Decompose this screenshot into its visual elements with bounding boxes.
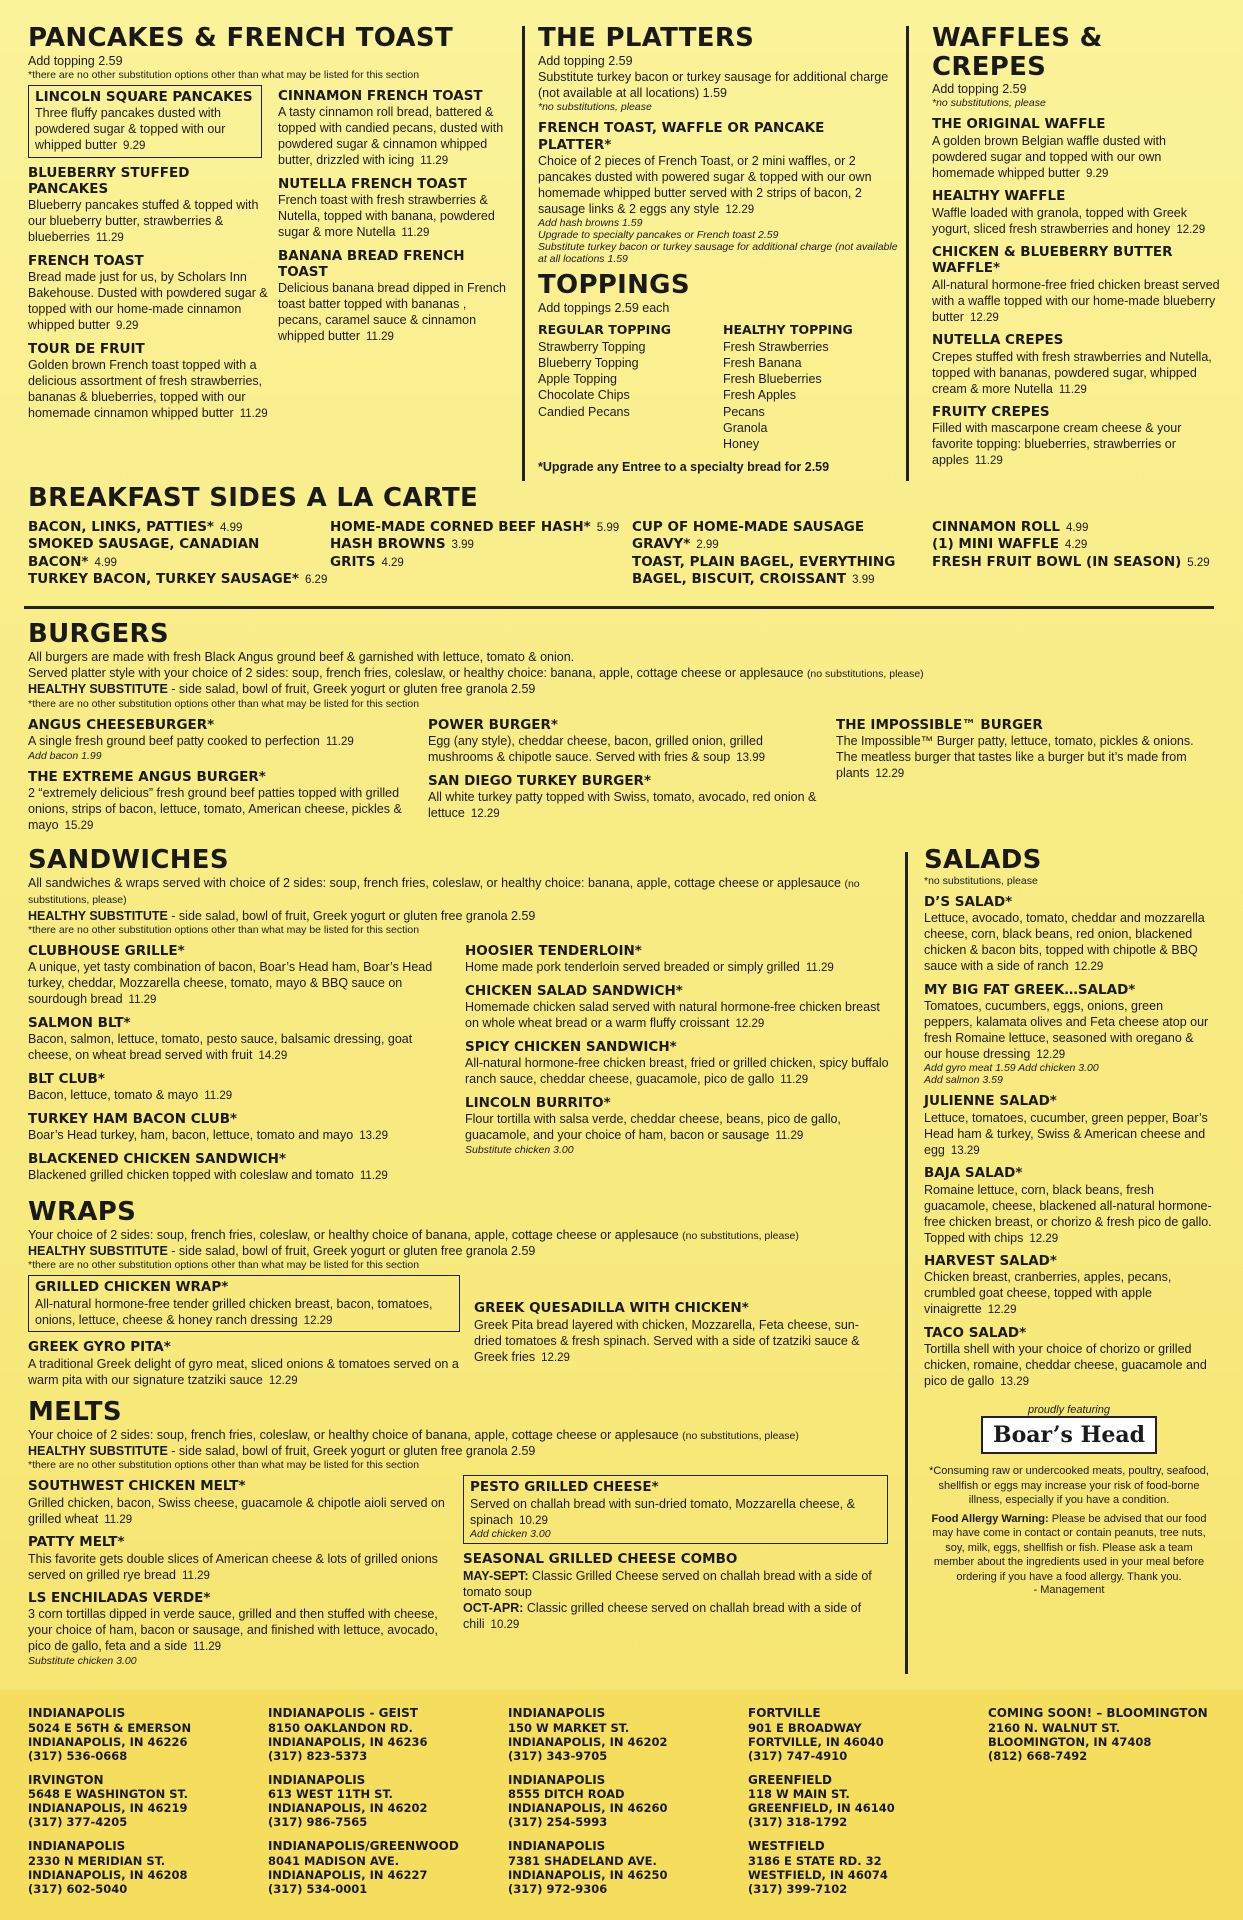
item-addon: Substitute turkey bacon or turkey sausage for additional charge (not available at all locations 1.59 <box>538 241 898 266</box>
item-price: 12.29 <box>969 311 999 324</box>
sides-col <box>28 519 330 589</box>
item-name: GREEK QUESADILLA WITH CHICKEN* <box>474 1300 749 1317</box>
side-item[interactable]: BACON, LINKS, PATTIES* 4.99 <box>28 518 243 535</box>
sides-col <box>632 519 932 589</box>
menu-item[interactable] <box>28 85 262 158</box>
regular-toppings <box>538 322 723 452</box>
healthy-label: HEALTHY SUBSTITUTE <box>28 682 168 697</box>
add-topping: Add topping 2.59 <box>538 53 633 68</box>
item-desc: Waffle loaded with granola, topped with Greek yogurt, sliced fresh strawberries and honey <box>932 205 1188 236</box>
side-item[interactable]: TURKEY BACON, TURKEY SAUSAGE* 6.29 <box>28 571 328 588</box>
side-item[interactable]: CUP OF HOME-MADE SAUSAGE GRAVY* 2.99 <box>632 518 865 553</box>
nosub-note: *no substitutions, please <box>932 97 1046 110</box>
locations-footer <box>0 1690 1243 1920</box>
location-col <box>28 1706 268 1906</box>
menu-item[interactable]: LS ENCHILADAS VERDE* 3 corn tortillas dipped in verde sauce, grilled and then stuffed with cheese, your choice of ham, bacon or sausage, and finished with lettuce, avocado, pico de gallo, feta and a side 11.29 Substitute chicken 3.00 <box>28 1590 453 1667</box>
side-item[interactable]: SMOKED SAUSAGE, CANADIAN BACON* 4.99 <box>28 536 260 570</box>
sides-section <box>28 484 1223 589</box>
menu-item[interactable] <box>278 248 508 345</box>
topping-item: Candied Pecans <box>538 404 630 419</box>
healthy-desc: - side salad, bowl of fruit, Greek yogurt or gluten free granola 2.59 <box>167 682 536 697</box>
item-name: CLUBHOUSE GRILLE* <box>28 943 185 960</box>
item-desc: Golden brown French toast topped with a delicious assortment of fresh strawberries, bananas & blueberries, topped with our homemade cinnamon whipped butter <box>28 357 263 420</box>
healthy-label: HEALTHY SUBSTITUTE <box>28 908 168 923</box>
item-name: SEASONAL GRILLED CHEESE COMBO <box>463 1551 738 1568</box>
location[interactable]: GREENFIELD 118 W MAIN ST. GREENFIELD, IN 46140 (317) 318-1792 <box>748 1772 895 1830</box>
menu-item[interactable]: HARVEST SALAD* Chicken breast, cranberries, apples, pecans, crumbled goat cheese, topped with apple vinaigrette 12.29 <box>924 1253 1214 1318</box>
item-name: CHICKEN & BLUEBERRY BUTTER WAFFLE* <box>932 244 1173 277</box>
item-name: GRILLED CHICKEN WRAP* <box>35 1279 229 1296</box>
item-name: TURKEY HAM BACON CLUB* <box>28 1110 238 1127</box>
item-name: JULIENNE SALAD* <box>924 1093 1057 1110</box>
item-name: TACO SALAD* <box>924 1325 1027 1342</box>
sub-note: *there are no other substitution options other than what may be listed for this section <box>28 924 420 937</box>
wraps-col <box>474 1271 884 1388</box>
item-price: 12.29 <box>1176 223 1206 236</box>
item-name: SOUTHWEST CHICKEN MELT* <box>28 1478 246 1495</box>
topping-heading: HEALTHY TOPPING <box>723 322 853 338</box>
burgers-col <box>428 710 828 834</box>
add-topping: Add topping 2.59 <box>28 53 123 68</box>
item-name: NUTELLA CREPES <box>932 332 1064 349</box>
sandwiches-col <box>465 936 895 1184</box>
side-item[interactable]: HOME-MADE CORNED BEEF HASH* 5.99 <box>330 518 620 535</box>
menu-item[interactable]: GRILLED CHICKEN WRAP* All-natural hormone-free tender grilled chicken breast, bacon, tomatoes, onions, lettuce, cheese & honey ranch dressing 12.29 <box>28 1275 460 1332</box>
sub-note: *there are no other substitution options other than what may be listed for this section <box>28 697 420 710</box>
item-name: SAN DIEGO TURKEY BURGER* <box>428 772 652 789</box>
sandwiches-section <box>28 846 898 1184</box>
item-name: LS ENCHILADAS VERDE* <box>28 1590 211 1607</box>
menu-item[interactable]: SAN DIEGO TURKEY BURGER* All white turkey patty topped with Swiss, tomato, avocado, red onion & lettuce 12.29 <box>428 773 828 822</box>
item-name: SPICY CHICKEN SANDWICH* <box>465 1038 677 1055</box>
item-name: MY BIG FAT GREEK…SALAD* <box>924 981 1136 998</box>
menu-item[interactable]: THE IMPOSSIBLE™ BURGER The Impossible™ Burger patty, lettuce, tomato, pickles & onions. The meatless burger that tastes like a burger but it’s made from plants 12.29 <box>836 717 1216 782</box>
nosub-note: *no substitutions, please <box>924 874 1038 887</box>
location-col <box>748 1706 988 1906</box>
item-price: 12.29 <box>725 203 755 216</box>
sides-col <box>330 519 632 589</box>
sub-note: Substitute turkey bacon or turkey sausage for additional charge (not available at all locations) 1.59 <box>538 69 889 101</box>
sub-note: *there are no other substitution options other than what may be listed for this section <box>28 1259 420 1272</box>
section-title: SALADS <box>924 845 1042 875</box>
healthy-desc: - side salad, bowl of fruit, Greek yogurt or gluten free granola 2.59 <box>167 1444 536 1459</box>
item-name: THE EXTREME ANGUS BURGER* <box>28 768 266 785</box>
menu-item[interactable]: BLACKENED CHICKEN SANDWICH* Blackened grilled chicken topped with coleslaw and tomato 11.29 <box>28 1151 453 1184</box>
healthy-toppings <box>723 322 893 452</box>
add-toppings: Add toppings 2.59 each <box>538 301 670 316</box>
menu-item[interactable]: TACO SALAD* Tortilla shell with your choice of chorizo or grilled chicken, romaine, cheddar cheese, guacamole and pico de gallo 13.29 <box>924 1325 1214 1390</box>
item-addon: Add gyro meat 1.59 Add chicken 3.00 <box>924 1062 1099 1075</box>
allergy-warning: Food Allergy Warning: Please be advised that our food may have come in contact or contain peanuts, tree nuts, soy, milk, eggs, shellfish or fish. Please ask a team member about the ingredients used in your meal before ordering if you have a food allergy. Thank you. <box>931 1512 1207 1583</box>
item-name: FRUITY CREPES <box>932 404 1050 421</box>
menu-item[interactable]: CHICKEN SALAD SANDWICH* Homemade chicken salad served with natural hormone-free chicken breast on whole wheat bread or a warm fluffy croissant 12.29 <box>465 983 895 1032</box>
item-desc: A tasty cinnamon roll bread, battered & topped with candied pecans, dusted with powdered sugar & cinnamon whipped butter, drizzled with icing <box>278 105 504 168</box>
section-desc: All burgers are made with fresh Black Angus ground beef & garnished with lettuce, tomato & onion. <box>28 649 575 664</box>
item-name: TOUR DE FRUIT <box>28 340 145 357</box>
item-price: 11.29 <box>239 407 268 420</box>
location-col <box>988 1706 1218 1906</box>
topping-heading: REGULAR TOPPING <box>538 322 672 338</box>
item-addon: Add hash browns 1.59 <box>538 217 643 230</box>
menu-item[interactable] <box>932 116 1222 181</box>
topping-item: Strawberry Topping <box>538 339 646 354</box>
item-price: 11.29 <box>401 226 430 239</box>
item-name: HOOSIER TENDERLOIN* <box>465 943 642 960</box>
menu-item[interactable]: GREEK GYRO PITA* A traditional Greek delight of gyro meat, sliced onions & tomatoes served on a warm pita with our signature tzatziki sauce 12.29 <box>28 1339 459 1387</box>
menu-item[interactable]: D’S SALAD* Lettuce, avocado, tomato, cheddar and mozzarella cheese, corn, black beans, red onion, blackened chicken & bacon bits, topped with chipotle & BBQ sauce with a side of ranch 12.29 <box>924 894 1214 975</box>
pancakes-col-left <box>28 81 268 422</box>
item-addon: Upgrade to specialty pancakes or French toast 2.59 <box>538 229 779 242</box>
location-col <box>268 1706 508 1906</box>
consume-warning: *Consuming raw or undercooked meats, poultry, seafood, shellfish or eggs may increase your risk of food-borne illness, especially if you have a condition. <box>929 1465 1209 1507</box>
menu-item[interactable]: THE EXTREME ANGUS BURGER* 2 “extremely delicious” fresh ground beef patties topped with grilled onions, strips of bacon, lettuce, tomato, American cheese, pickles & mayo 15.29 <box>28 769 428 834</box>
salads-section <box>924 846 1214 1596</box>
item-desc: A golden brown Belgian waffle dusted with powdered sugar and topped with our own homemade whipped butter <box>932 133 1166 180</box>
item-desc: Crepes stuffed with fresh strawberries and Nutella, topped with bananas, powdered sugar, whipped cream & more Nutella <box>932 349 1212 396</box>
section-desc: Your choice of 2 sides: soup, french fries, coleslaw, or healthy choice of banana, apple, cottage cheese or applesauce <box>28 1427 679 1442</box>
pancakes-section <box>28 24 518 422</box>
healthy-desc: - side salad, bowl of fruit, Greek yogurt or gluten free granola 2.59 <box>167 908 536 923</box>
menu-item[interactable] <box>28 165 268 246</box>
menu-item[interactable]: PESTO GRILLED CHEESE* Served on challah bread with sun-dried tomato, Mozzarella cheese, & spinach 10.29 Add chicken 3.00 <box>463 1475 888 1544</box>
divider <box>24 606 1214 609</box>
section-title: BURGERS <box>28 619 169 649</box>
menu-item[interactable]: SEASONAL GRILLED CHEESE COMBO MAY-SEPT: Classic Grilled Cheese served on challah bread with a side of tomato soup OCT-APR: Classic grilled cheese served on challah bread with a side of chili 10.29 <box>463 1551 888 1632</box>
item-name: BAJA SALAD* <box>924 1165 1023 1182</box>
management-signoff: - Management <box>1033 1584 1105 1597</box>
menu-item[interactable] <box>932 244 1222 325</box>
section-title: PANCAKES & FRENCH TOAST <box>28 23 453 53</box>
wraps-col <box>28 1271 460 1388</box>
item-price: 11.29 <box>95 232 124 245</box>
brand-feature <box>924 1404 1214 1454</box>
item-desc: Filled with mascarpone cream cheese & your favorite topping: blueberries, strawberries or apples <box>932 421 1182 468</box>
location[interactable]: WESTFIELD 3186 E STATE RD. 32 WESTFIELD, IN 46074 (317) 399-7102 <box>748 1839 888 1896</box>
item-name: BLT CLUB* <box>28 1070 105 1087</box>
nosub-note: (no substitutions, please) <box>28 877 860 907</box>
item-price: 9.29 <box>116 320 139 333</box>
item-desc: Bread made just for us, by Scholars Inn Bakehouse. Dusted with powdered sugar & topped with our home-made cinnamon whipped butter <box>28 270 268 333</box>
item-desc: French toast with fresh strawberries & Nutella, topped with banana, powdered sugar & more Nutella <box>278 192 495 239</box>
menu-item[interactable] <box>932 332 1222 397</box>
item-price: 11.29 <box>366 331 394 344</box>
menu-item[interactable] <box>932 188 1222 237</box>
item-addon: Add bacon 1.99 <box>28 749 102 762</box>
menu-item[interactable] <box>538 120 898 265</box>
location[interactable]: IRVINGTON 5648 E WASHINGTON ST. INDIANAPOLIS, IN 46219 (317) 377-4205 <box>28 1772 188 1830</box>
item-name: LINCOLN SQUARE PANCAKES <box>35 88 253 105</box>
nosub-note: (no substitutions, please) <box>682 1229 799 1242</box>
item-name: BLACKENED CHICKEN SANDWICH* <box>28 1150 287 1167</box>
item-name: D’S SALAD* <box>924 893 1013 910</box>
item-desc: Choice of 2 pieces of French Toast, or 2 mini waffles, or 2 pancakes dusted with powered sugar & topped with our own homemade whipped butter served with 2 strips of bacon, 2 sausage links & 2 eggs any style <box>538 153 872 216</box>
section-desc: All sandwiches & wraps served with choice of 2 sides: soup, french fries, coleslaw, or healthy choice: banana, apple, cottage cheese or applesauce <box>28 875 841 890</box>
item-addon: Add chicken 3.00 <box>470 1528 551 1541</box>
healthy-label: HEALTHY SUBSTITUTE <box>28 1244 168 1259</box>
location[interactable]: INDIANAPOLIS 2330 N MERIDIAN ST. INDIANAPOLIS, IN 46208 (317) 602-5040 <box>28 1839 188 1896</box>
item-name: FRENCH TOAST, WAFFLE OR PANCAKE PLATTER* <box>538 120 825 153</box>
sub-note: *there are no other substitution options other than what may be listed for this section <box>28 1459 420 1472</box>
section-desc: Served platter style with your choice of 2 sides: soup, french fries, coleslaw, or healthy choice: banana, apple, cottage cheese or applesauce <box>28 665 804 680</box>
menu-item[interactable] <box>28 341 268 422</box>
add-topping: Add topping 2.59 <box>932 82 1027 97</box>
item-name: POWER BURGER* <box>428 716 558 733</box>
item-price: 9.29 <box>123 140 146 153</box>
wraps-section <box>28 1198 898 1388</box>
item-name: HEALTHY WAFFLE <box>932 188 1066 205</box>
topping-item: Honey <box>723 437 760 452</box>
location[interactable]: COMING SOON! – BLOOMINGTON 2160 N. WALNUT ST. BLOOMINGTON, IN 47408 (812) 668-7492 <box>988 1706 1208 1763</box>
side-item[interactable]: TOAST, PLAIN BAGEL, EVERYTHING BAGEL, BISCUIT, CROISSANT 3.99 <box>632 553 896 588</box>
menu-item[interactable]: POWER BURGER* Egg (any style), cheddar cheese, bacon, grilled onion, grilled mushrooms & chipotle sauce. Served with fries & soup 13.99 <box>428 717 828 766</box>
item-name: CHICKEN SALAD SANDWICH* <box>465 983 683 1000</box>
item-name: NUTELLA FRENCH TOAST <box>278 175 467 192</box>
topping-item: Fresh Apples <box>723 388 796 403</box>
menu-item[interactable]: JULIENNE SALAD* Lettuce, tomatoes, cucumber, green pepper, Boar’s Head ham & turkey, Swiss & American cheese and egg 13.29 <box>924 1093 1214 1158</box>
side-item[interactable]: GRITS 4.29 <box>330 553 404 570</box>
item-name: PATTY MELT* <box>28 1534 125 1551</box>
menu-item[interactable] <box>28 253 268 334</box>
item-name: ANGUS CHEESEBURGER* <box>28 716 215 733</box>
menu-item[interactable]: LINCOLN BURRITO* Flour tortilla with salsa verde, cheddar cheese, beans, pico de gallo, guacamole, and your choice of ham, bacon or sausage 11.29 Substitute chicken 3.00 <box>465 1095 895 1156</box>
melts-col <box>463 1471 888 1667</box>
section-desc: Your choice of 2 sides: soup, french fries, coleslaw, or healthy choice of banana, apple, cottage cheese or applesauce <box>28 1227 679 1242</box>
item-name: HARVEST SALAD* <box>924 1253 1057 1270</box>
healthy-desc: - side salad, bowl of fruit, Greek yogurt or gluten free granola 2.59 <box>167 1244 536 1259</box>
menu-item[interactable]: SPICY CHICKEN SANDWICH* All-natural hormone-free chicken breast, fried or grilled chicken, spicy buffalo ranch sauce, cheddar cheese, guacamole, pico de gallo 11.29 <box>465 1039 895 1088</box>
menu-item[interactable]: SALMON BLT* Bacon, salmon, lettuce, tomato, pesto sauce, balsamic dressing, goat cheese, on wheat bread served with fruit 14.29 <box>28 1015 453 1064</box>
divider <box>905 852 908 1674</box>
menu-item[interactable]: SOUTHWEST CHICKEN MELT* Grilled chicken, bacon, Swiss cheese, guacamole & chipotle aioli served on grilled wheat 11.29 <box>28 1478 453 1527</box>
menu-item[interactable]: HOOSIER TENDERLOIN* Home made pork tenderloin served breaded or simply grilled 11.29 <box>465 943 895 976</box>
menu-item[interactable]: CLUBHOUSE GRILLE* A unique, yet tasty combination of bacon, Boar’s Head ham, Boar’s Head turkey, cheddar, Mozzarella cheese, tomato, mayo & BBQ sauce on sourdough bread 11.29 <box>28 943 453 1008</box>
location[interactable]: FORTVILLE 901 E BROADWAY FORTVILLE, IN 46040 (317) 747-4910 <box>748 1706 884 1763</box>
item-name: CINNAMON FRENCH TOAST <box>278 87 483 104</box>
side-item[interactable]: CINNAMON ROLL 4.99 <box>932 518 1089 535</box>
burgers-col <box>836 710 1216 834</box>
location-col <box>508 1706 748 1906</box>
item-addon: Substitute chicken 3.00 <box>28 1655 137 1668</box>
item-price: 11.29 <box>974 455 1003 468</box>
item-desc: Blueberry pancakes stuffed & topped with our blueberry butter, strawberries & blueberries <box>28 198 259 245</box>
menu-item[interactable]: MY BIG FAT GREEK…SALAD* Tomatoes, cucumbers, eggs, onions, green peppers, kalamata olives and Feta cheese atop our fresh Romaine lettuce, seasoned with oregano & our house dressing 12.29 Add gyro meat 1.59 Add chicken 3.00 Add salmon 3.59 <box>924 982 1214 1087</box>
topping-item: Fresh Banana <box>723 355 802 370</box>
menu-item[interactable] <box>278 88 508 169</box>
topping-item: Fresh Blueberries <box>723 372 822 387</box>
section-title: WRAPS <box>28 1197 137 1227</box>
menu-item[interactable] <box>278 176 508 241</box>
nosub-note: (no substitutions, please) <box>806 667 924 680</box>
item-price: 11.29 <box>420 155 449 168</box>
item-desc: All-natural hormone-free fried chicken breast served with a waffle topped with our home-made blueberry butter <box>932 277 1220 324</box>
location[interactable]: INDIANAPOLIS 8555 DITCH ROAD INDIANAPOLIS, IN 46260 (317) 254-5993 <box>508 1772 668 1830</box>
item-name: FRENCH TOAST <box>28 252 144 269</box>
divider <box>522 26 525 481</box>
menu-item[interactable]: PATTY MELT* This favorite gets double slices of American cheese & lots of grilled onions served on grilled rye bread 11.29 <box>28 1534 453 1583</box>
nosub-note: *no substitutions, please <box>538 101 652 114</box>
topping-item: Fresh Strawberries <box>723 339 829 354</box>
sub-note: *there are no other substitution options other than what may be listed for this section <box>28 68 420 81</box>
melts-col <box>28 1471 453 1667</box>
item-price: 11.29 <box>1058 383 1087 396</box>
featuring-label: proudly featuring <box>1028 1404 1110 1417</box>
menu-item[interactable]: ANGUS CHEESEBURGER* A single fresh ground beef patty cooked to perfection 11.29 Add bacon 1.99 <box>28 717 428 762</box>
burgers-section <box>28 620 1218 834</box>
menu-item[interactable]: BAJA SALAD* Romaine lettuce, corn, black beans, fresh guacamole, cheese, blackened all-natural hormone-free chicken breast, or chorizo & fresh pico de gallo. Topped with chips 12.29 <box>924 1165 1214 1246</box>
side-item[interactable]: HASH BROWNS 3.99 <box>330 536 474 553</box>
burgers-col <box>28 710 428 834</box>
item-name: BANANA BREAD FRENCH TOAST <box>278 247 465 280</box>
section-title: BREAKFAST SIDES A LA CARTE <box>28 483 479 513</box>
section-title: MELTS <box>28 1397 122 1427</box>
item-name: PESTO GRILLED CHEESE* <box>470 1479 659 1496</box>
menu-item[interactable]: TURKEY HAM BACON CLUB* Boar’s Head turkey, ham, bacon, lettuce, tomato and mayo 13.29 <box>28 1111 453 1144</box>
melts-section <box>28 1398 898 1667</box>
item-addon: Add salmon 3.59 <box>924 1074 1003 1087</box>
menu-item[interactable]: BLT CLUB* Bacon, lettuce, tomato & mayo 11.29 <box>28 1071 453 1104</box>
item-name: BLUEBERRY STUFFED PANCAKES <box>28 164 190 197</box>
side-item[interactable]: (1) MINI WAFFLE 4.29 <box>932 536 1088 553</box>
item-name: THE ORIGINAL WAFFLE <box>932 116 1106 133</box>
sandwiches-col <box>28 936 453 1184</box>
location[interactable]: INDIANAPOLIS/GREENWOOD 8041 MADISON AVE. INDIANAPOLIS, IN 46227 (317) 534-0001 <box>268 1839 459 1896</box>
waffles-section <box>932 24 1222 469</box>
topping-item: Apple Topping <box>538 372 618 387</box>
item-name: SALMON BLT* <box>28 1015 131 1032</box>
nosub-note: (no substitutions, please) <box>682 1429 799 1442</box>
upgrade-note: *Upgrade any Entree to a specialty bread for 2.59 <box>538 460 830 475</box>
section-title: THE PLATTERS <box>538 23 755 53</box>
section-title: WAFFLES & CREPES <box>932 23 1103 82</box>
sides-col <box>932 519 1222 589</box>
healthy-label: HEALTHY SUBSTITUTE <box>28 1444 168 1459</box>
item-name: LINCOLN BURRITO* <box>465 1094 611 1111</box>
topping-item: Blueberry Topping <box>538 355 639 370</box>
platters-section <box>538 24 898 474</box>
side-item[interactable]: FRESH FRUIT BOWL (IN SEASON) 5.29 <box>932 553 1210 570</box>
item-desc: Delicious banana bread dipped in French toast batter topped with bananas , pecans, caramel sauce & cinnamon whipped butter <box>278 281 506 344</box>
item-name: GREEK GYRO PITA* <box>28 1339 171 1356</box>
topping-item: Pecans <box>723 404 765 419</box>
section-title: TOPPINGS <box>538 270 690 301</box>
topping-item: Chocolate Chips <box>538 388 630 403</box>
menu-item[interactable] <box>932 404 1222 469</box>
section-title: SANDWICHES <box>28 845 229 875</box>
location[interactable]: INDIANAPOLIS - GEIST 8150 OAKLANDON RD. INDIANAPOLIS, IN 46236 (317) 823-5373 <box>268 1706 428 1763</box>
location[interactable]: INDIANAPOLIS 5024 E 56TH & EMERSON INDIANAPOLIS, IN 46226 (317) 536-0668 <box>28 1706 192 1763</box>
item-desc: Three fluffy pancakes dusted with powdered sugar & topped with our whipped butter <box>35 106 226 153</box>
item-addon: Substitute chicken 3.00 <box>465 1143 574 1156</box>
location[interactable]: INDIANAPOLIS 613 WEST 11TH ST. INDIANAPOLIS, IN 46202 (317) 986-7565 <box>268 1772 428 1830</box>
topping-item: Granola <box>723 420 768 435</box>
item-price: 9.29 <box>1086 167 1109 180</box>
item-name: THE IMPOSSIBLE™ BURGER <box>836 716 1043 733</box>
divider <box>906 26 909 481</box>
location[interactable]: INDIANAPOLIS 150 W MARKET ST. INDIANAPOLIS, IN 46202 (317) 343-9705 <box>508 1706 668 1763</box>
pancakes-col-right <box>278 81 508 422</box>
boars-head-logo: Boar’s Head <box>981 1416 1157 1454</box>
location[interactable]: INDIANAPOLIS 7381 SHADELAND AVE. INDIANAPOLIS, IN 46250 (317) 972-9306 <box>508 1839 668 1896</box>
menu-item[interactable]: GREEK QUESADILLA WITH CHICKEN* Greek Pita bread layered with chicken, Mozzarella, Feta cheese, sun-dried tomatoes & fresh spinach. Served with a side of tzatziki sauce & Greek fries 12.29 <box>474 1300 884 1365</box>
